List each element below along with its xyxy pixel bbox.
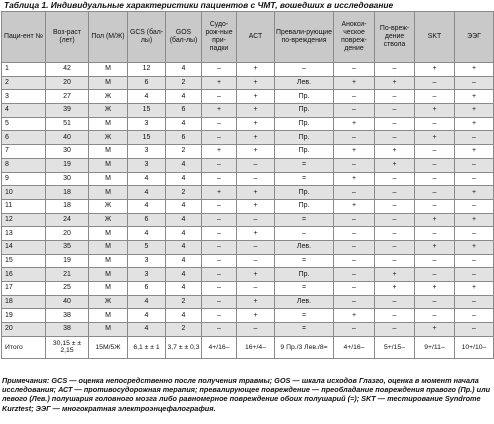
table-cell: Пр. [275, 104, 334, 118]
table-cell: + [237, 104, 275, 118]
table-cell: + [375, 282, 415, 296]
table-cell: 18 [46, 186, 89, 200]
table-cell: 40 [46, 131, 89, 145]
table-cell: – [375, 172, 415, 186]
table-cell: 4 [128, 172, 166, 186]
table-cell: Ж [89, 295, 128, 309]
total-row [2, 336, 494, 358]
table-cell: + [415, 213, 455, 227]
table-cell: 12 [128, 63, 166, 77]
column-header: GCS (бал-лы) [128, 12, 166, 63]
table-cell: 24 [46, 213, 89, 227]
column-header: Судо-рож-ные при-падки [202, 12, 237, 63]
table-cell: – [237, 172, 275, 186]
table-cell: – [334, 186, 375, 200]
table-cell: – [415, 145, 455, 159]
table-cell: – [415, 117, 455, 131]
table-cell: 16 [2, 268, 46, 282]
table-row [2, 240, 494, 254]
table-cell: 42 [46, 63, 89, 77]
table-cell: – [375, 227, 415, 241]
table-cell: = [275, 282, 334, 296]
table-cell: Пр. [275, 117, 334, 131]
table-cell: 18 [2, 295, 46, 309]
table-cell: + [455, 240, 494, 254]
table-cell: Лев. [275, 295, 334, 309]
table-cell: 19 [46, 254, 89, 268]
table-cell: + [237, 227, 275, 241]
table-cell: – [415, 295, 455, 309]
table-cell: – [375, 90, 415, 104]
table-cell: 13 [2, 227, 46, 241]
table-cell: 14 [2, 240, 46, 254]
table-cell: + [415, 240, 455, 254]
table-cell: – [202, 199, 237, 213]
column-header: Превали-рующие по-вреждения [275, 12, 334, 63]
table-cell: 1 [2, 63, 46, 77]
table-cell: 20 [2, 323, 46, 337]
table-cell: Ж [89, 131, 128, 145]
table-cell: – [375, 104, 415, 118]
column-header: SKT [415, 12, 455, 63]
total-cell: 4+/16– [202, 336, 237, 358]
table-cell: 39 [46, 104, 89, 118]
table-cell: – [202, 227, 237, 241]
table-row [2, 104, 494, 118]
table-cell: – [375, 131, 415, 145]
table-cell: = [275, 158, 334, 172]
table-cell: – [375, 254, 415, 268]
table-cell: + [375, 268, 415, 282]
table-cell: 2 [166, 76, 202, 90]
total-cell: 10+/10– [455, 336, 494, 358]
table-cell: – [415, 172, 455, 186]
table-cell: + [375, 145, 415, 159]
total-cell: 15М/5Ж [89, 336, 128, 358]
table-cell: 6 [128, 76, 166, 90]
table-cell: М [89, 158, 128, 172]
table-cell: – [202, 172, 237, 186]
total-cell: 4+/16– [334, 336, 375, 358]
table-cell: – [334, 131, 375, 145]
table-cell: – [202, 268, 237, 282]
table-cell: М [89, 309, 128, 323]
table-cell: + [415, 131, 455, 145]
table-cell: – [375, 117, 415, 131]
table-cell: М [89, 323, 128, 337]
table-cell: – [455, 268, 494, 282]
table-row [2, 76, 494, 90]
table-cell: + [202, 145, 237, 159]
table-cell: – [455, 323, 494, 337]
table-row [2, 213, 494, 227]
table-cell: – [202, 254, 237, 268]
table-cell: + [455, 186, 494, 200]
table-cell: = [275, 323, 334, 337]
table-cell: 19 [46, 158, 89, 172]
table-cell: – [202, 309, 237, 323]
table-row [2, 323, 494, 337]
table-cell: + [455, 90, 494, 104]
table-cell: – [415, 309, 455, 323]
table-cell: + [415, 104, 455, 118]
table-cell: Пр. [275, 186, 334, 200]
table-cell: – [202, 117, 237, 131]
table-cell: 17 [2, 282, 46, 296]
table-cell: Ж [89, 199, 128, 213]
table-cell: М [89, 76, 128, 90]
table-cell: – [455, 131, 494, 145]
table-cell: – [455, 227, 494, 241]
table-cell: 4 [166, 254, 202, 268]
table-cell: – [275, 227, 334, 241]
table-cell: + [334, 199, 375, 213]
table-cell: – [415, 199, 455, 213]
table-cell: М [89, 63, 128, 77]
table-cell: + [334, 117, 375, 131]
table-cell: – [237, 254, 275, 268]
table-cell: 25 [46, 282, 89, 296]
table-cell: 4 [128, 309, 166, 323]
table-cell: – [202, 158, 237, 172]
table-cell: 4 [166, 227, 202, 241]
table-cell: + [202, 186, 237, 200]
table-body [2, 63, 494, 359]
column-header: По-вреж-дение ствола [375, 12, 415, 63]
table-cell: – [415, 90, 455, 104]
table-cell: + [375, 76, 415, 90]
table-cell: Ж [89, 90, 128, 104]
total-cell: 6,1 ± ± 1 [128, 336, 166, 358]
table-notes: Примечания: GCS — оценка непосредственно после получения травмы; GOS — шкала исходов Глазго, оценка в момент начала исследования; АСТ — противосудорожная терапия; превалирующее повреждение — преобладание повреждения правого (Пр.) или левого (Лев.) полушария головного мозга либо равномерное повреждение обоих полушарий (=); SKT — тестирование Syndrome Kurztest; ЭЭГ — многократная электроэнцефалография. [2, 376, 491, 413]
table-cell: – [455, 158, 494, 172]
table-cell: – [202, 131, 237, 145]
table-cell: 30 [46, 145, 89, 159]
table-cell: + [455, 104, 494, 118]
table-cell: + [334, 76, 375, 90]
table-cell: 2 [2, 76, 46, 90]
table-cell: 2 [166, 323, 202, 337]
table-cell: + [455, 63, 494, 77]
table-cell: – [375, 186, 415, 200]
table-cell: 4 [166, 158, 202, 172]
table-cell: – [375, 213, 415, 227]
table-cell: – [334, 90, 375, 104]
table-cell: – [334, 158, 375, 172]
table-cell: + [202, 104, 237, 118]
table-cell: 4 [2, 104, 46, 118]
table-cell: = [275, 172, 334, 186]
table-cell: – [455, 76, 494, 90]
table-cell: 4 [166, 199, 202, 213]
table-cell: + [237, 76, 275, 90]
table-cell: 2 [166, 295, 202, 309]
table-cell: – [375, 295, 415, 309]
table-cell: М [89, 186, 128, 200]
table-row [2, 145, 494, 159]
table-cell: – [334, 254, 375, 268]
table-cell: 2 [166, 145, 202, 159]
table-cell: – [455, 172, 494, 186]
table-cell: – [334, 323, 375, 337]
table-cell: Пр. [275, 268, 334, 282]
table-cell: + [375, 158, 415, 172]
table-cell: + [455, 213, 494, 227]
table-cell: – [202, 240, 237, 254]
table-cell: – [455, 254, 494, 268]
table-cell: + [455, 117, 494, 131]
table-cell: + [237, 309, 275, 323]
table-cell: Пр. [275, 199, 334, 213]
table-cell: 4 [166, 172, 202, 186]
table-cell: 2 [166, 186, 202, 200]
table-cell: 27 [46, 90, 89, 104]
table-cell: 8 [2, 158, 46, 172]
table-row [2, 131, 494, 145]
table-cell: М [89, 268, 128, 282]
table-cell: + [455, 282, 494, 296]
table-cell: 4 [166, 309, 202, 323]
header-row [2, 12, 494, 63]
table-cell: + [237, 145, 275, 159]
table-cell: 3 [128, 145, 166, 159]
table-cell: – [415, 268, 455, 282]
table-cell: – [202, 323, 237, 337]
total-cell: 30,15 ± ± 2,15 [46, 336, 89, 358]
table-cell: – [202, 63, 237, 77]
table-row [2, 172, 494, 186]
total-cell: 16+/4– [237, 336, 275, 358]
column-header: Анокси-ческое повреж-дение [334, 12, 375, 63]
table-cell: + [334, 172, 375, 186]
table-cell: – [334, 63, 375, 77]
table-cell: 3 [128, 268, 166, 282]
table-cell: М [89, 254, 128, 268]
table-row [2, 227, 494, 241]
table-cell: 15 [2, 254, 46, 268]
table-cell: 4 [166, 90, 202, 104]
table-cell: 6 [166, 131, 202, 145]
table-cell: Ж [89, 213, 128, 227]
table-cell: Лев. [275, 76, 334, 90]
table-cell: М [89, 282, 128, 296]
table-cell: – [334, 295, 375, 309]
table-row [2, 254, 494, 268]
table-cell: – [334, 227, 375, 241]
table-cell: + [237, 199, 275, 213]
column-header: Воз-раст (лет) [46, 12, 89, 63]
table-cell: 9 [2, 172, 46, 186]
table-cell: М [89, 227, 128, 241]
table-cell: 5 [128, 240, 166, 254]
table-caption: Таблица 1. Индивидуальные характеристики пациентов с ЧМТ, вошедших в исследование [4, 0, 394, 10]
table-cell: 40 [46, 295, 89, 309]
table-cell: 21 [46, 268, 89, 282]
table-cell: – [202, 213, 237, 227]
table-cell: 20 [46, 76, 89, 90]
table-cell: – [202, 90, 237, 104]
table-row [2, 117, 494, 131]
table-cell: – [237, 323, 275, 337]
table-cell: – [455, 295, 494, 309]
table-cell: – [415, 186, 455, 200]
table-row [2, 63, 494, 77]
table-cell: 4 [166, 282, 202, 296]
table-cell: 5 [2, 117, 46, 131]
table-cell: 4 [128, 186, 166, 200]
table-cell: – [237, 158, 275, 172]
table-cell: 6 [166, 104, 202, 118]
table-cell: Ж [89, 104, 128, 118]
table-cell: 7 [2, 145, 46, 159]
table-cell: – [375, 323, 415, 337]
column-header: Пол (М/Ж) [89, 12, 128, 63]
table-cell: 6 [2, 131, 46, 145]
table-cell: 4 [166, 63, 202, 77]
table-cell: – [375, 63, 415, 77]
table-cell: 15 [128, 131, 166, 145]
table-cell: 38 [46, 309, 89, 323]
table-row [2, 268, 494, 282]
table-cell: – [375, 240, 415, 254]
column-header: ЭЭГ [455, 12, 494, 63]
table-cell: 4 [166, 240, 202, 254]
table-cell: – [237, 240, 275, 254]
table-cell: 3 [128, 117, 166, 131]
table-row [2, 309, 494, 323]
table-cell: + [415, 282, 455, 296]
table-cell: 6 [128, 282, 166, 296]
table-cell: + [237, 117, 275, 131]
table-cell: = [275, 213, 334, 227]
table-cell: – [237, 282, 275, 296]
table-cell: + [415, 63, 455, 77]
table-cell: – [415, 76, 455, 90]
table-cell: М [89, 145, 128, 159]
table-cell: 4 [166, 117, 202, 131]
table-cell: – [455, 309, 494, 323]
table-cell: М [89, 240, 128, 254]
table-cell: – [237, 213, 275, 227]
table-cell: – [415, 158, 455, 172]
table-cell: – [375, 199, 415, 213]
table-cell: 10 [2, 186, 46, 200]
table-row [2, 282, 494, 296]
table-cell: 6 [128, 213, 166, 227]
table-cell: + [237, 63, 275, 77]
total-cell: 5+/15– [375, 336, 415, 358]
table-cell: – [334, 268, 375, 282]
table-cell: 11 [2, 199, 46, 213]
table-cell: – [334, 282, 375, 296]
table-cell: + [237, 186, 275, 200]
table-row [2, 90, 494, 104]
table-cell: + [334, 145, 375, 159]
table-cell: 4 [128, 90, 166, 104]
column-header: Паци-ент № [2, 12, 46, 63]
table-cell: + [415, 323, 455, 337]
table-cell: + [237, 268, 275, 282]
total-cell: Итого [2, 336, 46, 358]
table-cell: 35 [46, 240, 89, 254]
table-cell: 20 [46, 227, 89, 241]
table-cell: 3 [128, 254, 166, 268]
table-cell: 15 [128, 104, 166, 118]
table-cell: 51 [46, 117, 89, 131]
table-cell: + [237, 295, 275, 309]
column-header: АСТ [237, 12, 275, 63]
table-cell: – [334, 213, 375, 227]
table-cell: + [334, 309, 375, 323]
table-row [2, 158, 494, 172]
table-cell: – [202, 282, 237, 296]
table-header [2, 12, 494, 63]
table-cell: 3 [2, 90, 46, 104]
table-cell: Пр. [275, 145, 334, 159]
table-cell: + [455, 145, 494, 159]
table-cell: + [237, 90, 275, 104]
table-cell: – [375, 309, 415, 323]
table-cell: 12 [2, 213, 46, 227]
patients-table [1, 11, 494, 359]
table-cell: 4 [166, 213, 202, 227]
table-cell: 19 [2, 309, 46, 323]
table-cell: 4 [128, 227, 166, 241]
table-cell: 18 [46, 199, 89, 213]
table-cell: М [89, 172, 128, 186]
table-cell: 4 [128, 295, 166, 309]
table-cell: = [275, 254, 334, 268]
table-cell: 4 [128, 323, 166, 337]
table-cell: – [334, 240, 375, 254]
table-row [2, 295, 494, 309]
column-header: GOS (бал-лы) [166, 12, 202, 63]
table-cell: = [275, 309, 334, 323]
total-cell: 9+/11– [415, 336, 455, 358]
table-cell: – [202, 295, 237, 309]
table-cell: + [202, 76, 237, 90]
table-cell: 30 [46, 172, 89, 186]
table-cell: 4 [166, 268, 202, 282]
table-cell: 3 [128, 158, 166, 172]
table-cell: + [237, 131, 275, 145]
table-cell: 38 [46, 323, 89, 337]
table-cell: М [89, 117, 128, 131]
table-cell: Пр. [275, 90, 334, 104]
table-cell: 4 [128, 199, 166, 213]
table-row [2, 186, 494, 200]
total-cell: 3,7 ± ± 0,3 [166, 336, 202, 358]
table-cell: Пр. [275, 131, 334, 145]
table-cell: Лев. [275, 240, 334, 254]
table-cell: – [415, 254, 455, 268]
table-cell: – [455, 199, 494, 213]
table-row [2, 199, 494, 213]
table-cell: – [334, 104, 375, 118]
table-cell: – [275, 63, 334, 77]
total-cell: 9 Пр./3 Лев./8= [275, 336, 334, 358]
table-cell: – [415, 227, 455, 241]
